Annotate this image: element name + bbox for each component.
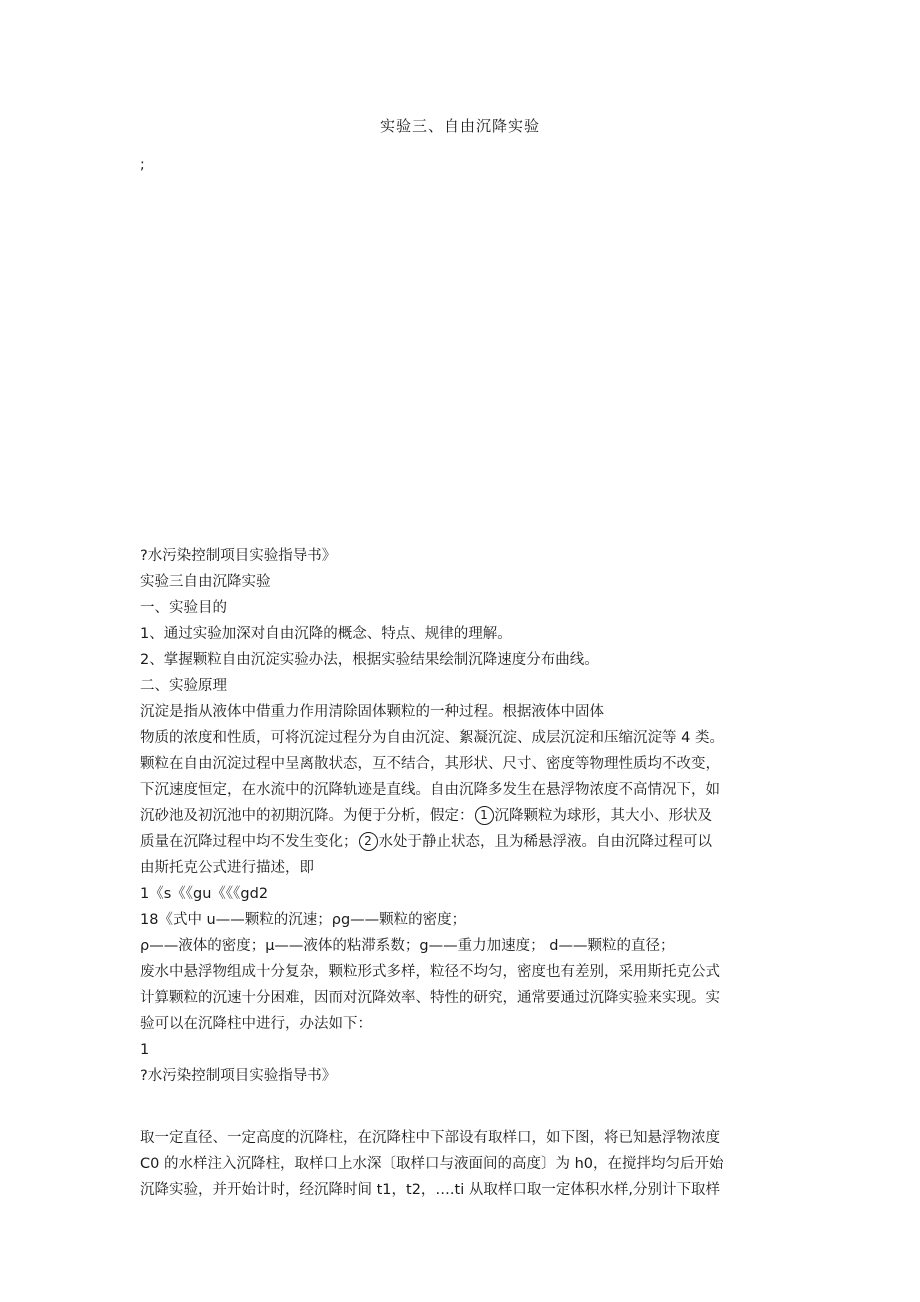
paragraph-line: 1、通过实验加深对自由沉降的概念、特点、规律的理解。 [140, 626, 512, 642]
paragraph-line: C0 的水样注入沉降柱，取样口上水深〔取样口与液面间的高度〕为 h0，在搅拌均匀后开始 [140, 1156, 724, 1172]
header-line: ?水污染控制项目实验指导书》 [140, 548, 337, 564]
heading-principle: 二、实验原理 [140, 678, 227, 694]
circled-number: 1 [475, 806, 494, 825]
page-title: 实验三、自由沉降实验 [379, 117, 540, 135]
paragraph-line: 物质的浓度和性质，可将沉淀过程分为自由沉淀、絮凝沉淀、成层沉淀和压缩沉淀等 4 类。 [140, 730, 724, 746]
circled-number: 2 [359, 832, 378, 851]
paragraph-line: 计算颗粒的沉速十分困难，因而对沉降效率、特性的研究，通常要通过沉降实验来实现。实 [140, 990, 720, 1006]
section-title: 实验三自由沉降实验 [140, 574, 271, 590]
paragraph-line: 下沉速度恒定，在水流中的沉降轨迹是直线。自由沉降多发生在悬浮物浓度不高情况下，如 [140, 782, 720, 798]
paragraph-line: ρ——液体的密度；μ——液体的粘滞系数；g——重力加速度； d——颗粒的直径； [140, 938, 675, 954]
paragraph-line: 颗粒在自由沉淀过程中呈离散状态，互不结合，其形状、尺寸、密度等物理性质均不改变， [140, 756, 720, 772]
stray-semicolon: ; [140, 157, 145, 173]
paragraph-line: 验可以在沉降柱中进行，办法如下： [140, 1016, 372, 1032]
paragraph-line: 2、掌握颗粒自由沉淀实验办法，根据实验结果绘制沉降速度分布曲线。 [140, 652, 599, 668]
text-run: 质量在沉降过程中均不发生变化； [140, 834, 358, 850]
paragraph-line [140, 803, 790, 829]
paragraph-line [140, 829, 790, 855]
text-run: 沉降颗粒为球形，其大小、形状及 [494, 808, 712, 824]
document-body [140, 543, 790, 1203]
paragraph-line: 沉淀是指从液体中借重力作用清除固体颗粒的一种过程。根据液体中固体 [140, 704, 604, 720]
header-line: ?水污染控制项目实验指导书》 [140, 1068, 337, 1084]
paragraph-line: 沉降实验，并开始计时，经沉降时间 t1，t2，….ti 从取样口取一定体积水样,分别计下取样 [140, 1182, 720, 1198]
formula-line: 18《式中 u——颗粒的沉速；ρg——颗粒的密度； [140, 912, 467, 928]
formula-line: 1《s《《gu《《《gd2 [140, 886, 269, 902]
paragraph-line: 取一定直径、一定高度的沉降柱，在沉降柱中下部设有取样口，如下图，将已知悬浮物浓度 [140, 1130, 720, 1146]
heading-purpose: 一、实验目的 [140, 600, 227, 616]
page-number: 1 [140, 1042, 150, 1058]
paragraph-line: 由斯托克公式进行描述，即 [140, 860, 314, 876]
paragraph-line: 废水中悬浮物组成十分复杂，颗粒形式多样，粒径不均匀，密度也有差别，采用斯托克公式 [140, 964, 720, 980]
spacer [140, 1089, 790, 1125]
text-run: 沉砂池及初沉池中的初期沉降。为便于分析，假定： [140, 808, 474, 824]
text-run: 水处于静止状态，且为稀悬浮液。自由沉降过程可以 [378, 834, 712, 850]
